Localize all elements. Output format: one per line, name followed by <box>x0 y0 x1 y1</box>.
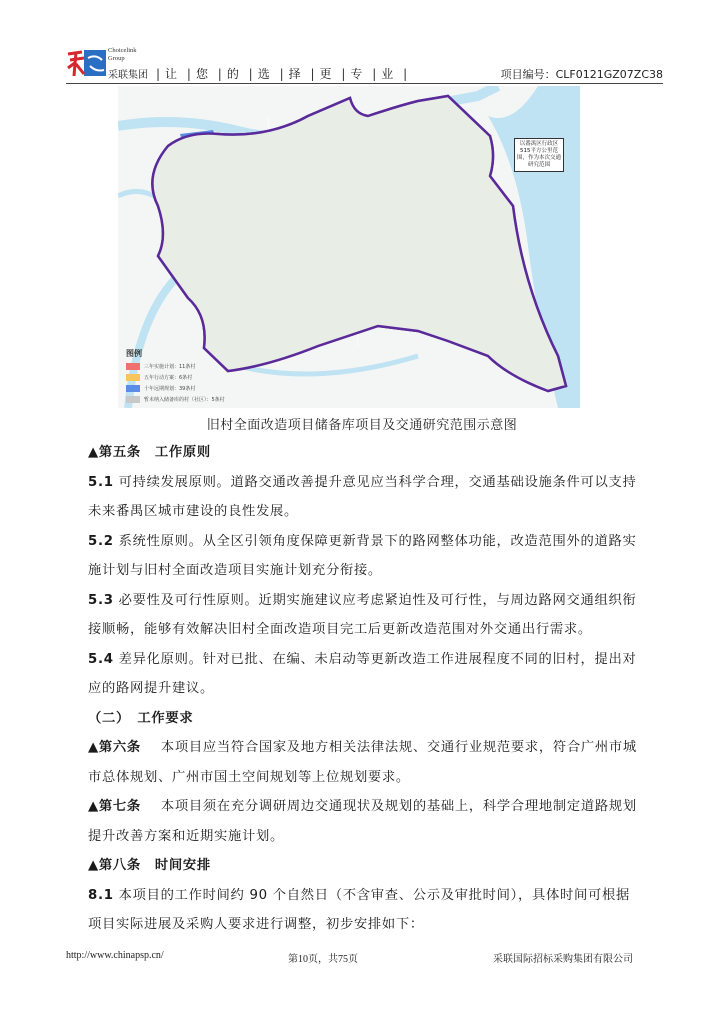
legend-swatch-blue <box>126 385 140 392</box>
paragraph-5-2-cont: 施计划与旧村全面改造项目实施计划充分衔接。 <box>88 563 382 578</box>
map-legend <box>126 348 225 405</box>
section-heading: ▲第五条 工作原则 <box>88 445 211 460</box>
paragraph-5-3: 5.3 必要性及可行性原则。近期实施建议应考虑紧迫性及可行性，与周边路网交通组织衔 <box>88 592 637 608</box>
village-renewal-map <box>118 86 580 408</box>
footer-company: 采联国际招标采购集团有限公司 <box>493 954 633 965</box>
legend-swatch-red <box>126 363 140 370</box>
map-callout: 以番禺区行政区515平方公里范围，作为本次交通研究范围 <box>514 138 564 172</box>
article-6-cont: 市总体规划、广州市国土空间规划等上位规划要求。 <box>88 769 410 785</box>
article-8-heading: ▲第八条 时间安排 <box>88 858 211 873</box>
subsection-heading: （二） 工作要求 <box>88 710 194 726</box>
legend-item: 暂未纳入储备库的村（社区）：5条村 <box>126 394 225 405</box>
legend-item: 十年远期规划：39条村 <box>126 383 225 394</box>
page-header <box>66 44 663 84</box>
article-7-cont: 提升改善方案和近期实施计划。 <box>88 828 284 844</box>
slogan: | 让 | 您 | 的 | 选 | 择 | 更 | 专 | 业 | <box>156 67 409 81</box>
paragraph-8-1: 8.1 本项目的工作时间约 90 个自然日（不含审查、公示及审批时间），具体时间可根据 <box>88 887 630 903</box>
article-7: ▲第七条 本项目须在充分调研周边交通现状及规划的基础上，科学合理地制定道路规划 <box>88 799 637 814</box>
legend-swatch-gray <box>126 396 140 403</box>
paragraph-5-2: 5.2 系统性原则。从全区引领角度保障更新背景下的路网整体功能，改造范围外的道路实 <box>88 533 637 549</box>
paragraph-5-1-cont: 未来番禺区城市建设的良性发展。 <box>88 504 298 519</box>
paragraph-5-4: 5.4 差异化原则。针对已批、在编、未启动等更新改造工作进展程度不同的旧村，提出对 <box>88 651 637 667</box>
paragraph-5-1: 5.1 可持续发展原则。道路交通改善提升意见应当科学合理，交通基础设施条件可以支持 <box>88 474 637 490</box>
footer-url-link[interactable]: http://www.chinapsp.cn/ <box>66 950 164 961</box>
page-number: 第10页，共75页 <box>288 954 358 965</box>
figure-caption: 旧村全面改造项目储备库项目及交通研究范围示意图 <box>206 418 518 433</box>
document-body <box>88 438 663 940</box>
article-6: ▲第六条 本项目应当符合国家及地方相关法律法规、交通行业规范要求，符合广州市城 <box>88 740 637 755</box>
paragraph-5-4-cont: 应的路网提升建议。 <box>88 681 214 696</box>
legend-title: 图例 <box>126 349 142 358</box>
company-logo-icon <box>66 48 106 78</box>
logo-chinese-name: 采联集团 <box>108 70 148 81</box>
legend-item: 三年实施计划：11条村 <box>126 361 225 372</box>
header-divider <box>66 83 663 84</box>
logo-english-name: Choicelink Group <box>108 47 137 62</box>
paragraph-5-3-cont: 接顺畅，能够有效解决旧村全面改造项目完工后更新改造范围对外交通出行需求。 <box>88 622 592 637</box>
project-number: 项目编号：CLF0121GZ07ZC38 <box>500 68 663 81</box>
paragraph-8-1-cont: 项目实际进展及采购人要求进行调整，初步安排如下： <box>88 917 424 932</box>
legend-swatch-yellow <box>126 374 140 381</box>
legend-item: 五年行动方案：6条村 <box>126 372 225 383</box>
